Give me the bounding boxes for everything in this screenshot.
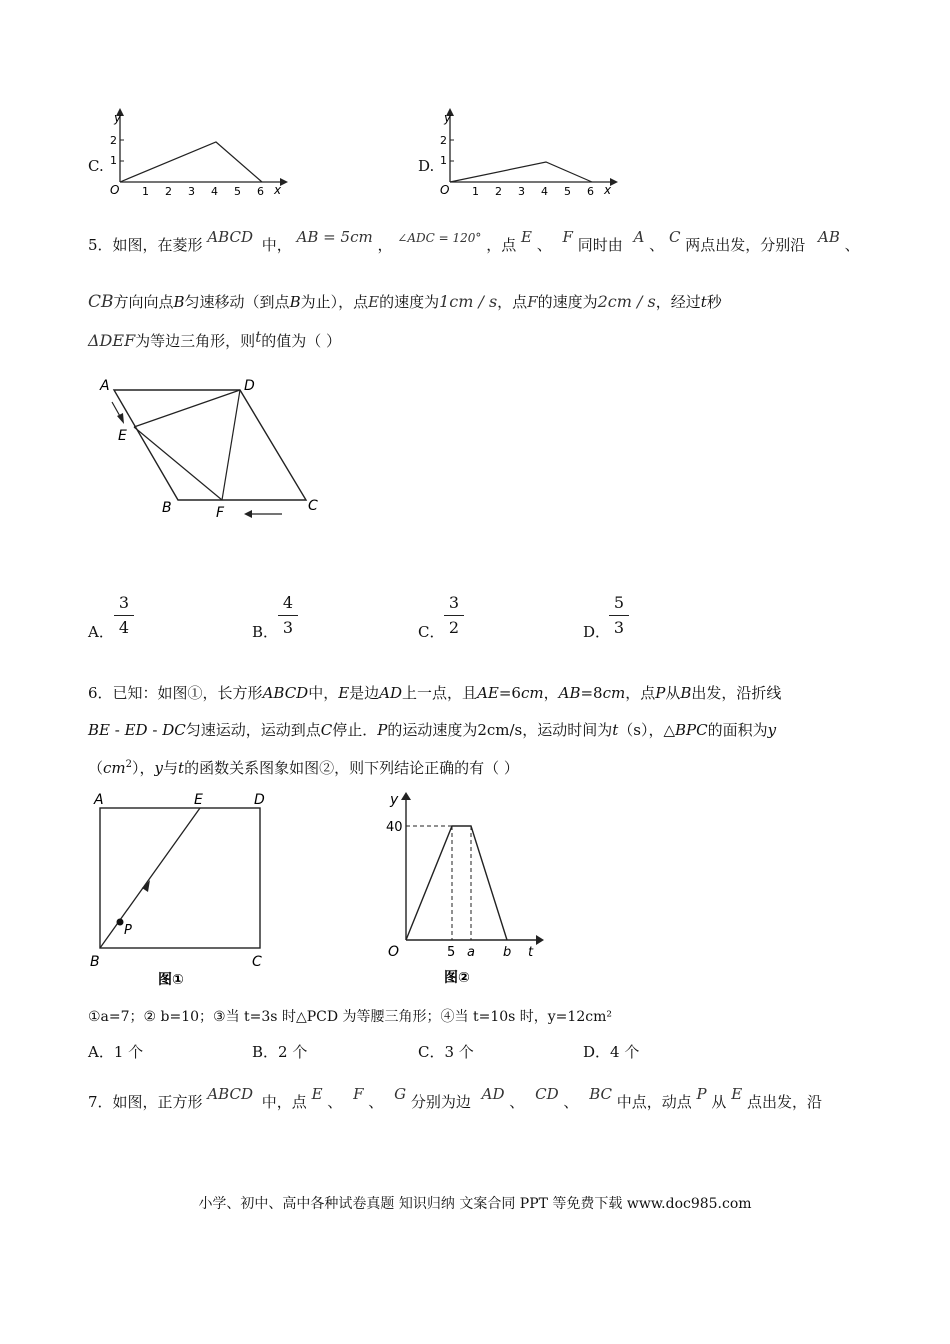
q7-line1: 7．如图，正方形 ABCD 中，点 E 、 F 、 G 分别为边 AD 、 CD 、 BC 中点，动点 P 从 E 点出发，沿	[88, 1085, 822, 1111]
svg-text:1: 1	[110, 154, 117, 167]
q6-statements: ①a=7；② b=10；③当 t=3s 时△PCD 为等腰三角形；④当 t=10s 时，y=12cm²	[88, 1009, 612, 1025]
svg-text:b: b	[503, 945, 512, 960]
svg-text:C: C	[252, 954, 262, 970]
q5-option-a[interactable]: A．	[88, 623, 114, 641]
q5-option-d-fraction: 5 3	[609, 594, 629, 637]
svg-text:x: x	[274, 183, 282, 197]
q5-line3: ΔDEF为等边三角形，则t的值为（ ）	[88, 328, 341, 350]
svg-text:a: a	[467, 945, 475, 960]
svg-text:图②: 图②	[444, 970, 470, 986]
q6-line1: 6．已知：如图①，长方形ABCD中，E是边AD上一点，且AE=6cm，AB=8cm，点P从B出发，沿折线	[88, 684, 782, 702]
svg-text:2: 2	[440, 134, 447, 147]
svg-text:O: O	[440, 183, 450, 197]
svg-text:3: 3	[518, 185, 525, 198]
svg-text:3: 3	[188, 185, 195, 198]
q6-option-b[interactable]: B．2 个	[252, 1043, 308, 1061]
svg-text:5: 5	[234, 185, 241, 198]
q5-line1: 5．如图，在菱形 ABCD 中， AB = 5cm ， $^{\angle ADC = 120^\circ}$ ，点 E 、 F 同时由 A 、 C 两点出发，分别沿 AB 、	[88, 228, 860, 254]
q5-option-a-fraction: 3 4	[114, 594, 134, 637]
svg-text:B: B	[162, 500, 172, 516]
q6-option-a[interactable]: A．1 个	[88, 1043, 144, 1061]
svg-text:O: O	[110, 183, 120, 197]
svg-text:1: 1	[142, 185, 149, 198]
svg-text:4: 4	[541, 185, 548, 198]
svg-text:y: y	[390, 792, 399, 808]
svg-text:y: y	[444, 111, 452, 125]
q5-line2: CB方向向点B匀速移动（到点B为止），点E的速度为1cm / s，点F的速度为2cm / s，经过t秒	[88, 292, 722, 312]
rhombus-figure	[90, 372, 330, 522]
svg-text:y: y	[114, 111, 122, 125]
option-d-label: D.	[418, 157, 435, 175]
svg-text:P: P	[124, 923, 132, 938]
svg-text:A: A	[94, 792, 104, 808]
svg-text:2: 2	[495, 185, 502, 198]
svg-text:2: 2	[110, 134, 117, 147]
q6-line3: $(cm^2)$，y与t的函数关系图象如图②，则下列结论正确的有（ ）	[88, 759, 519, 777]
svg-text:5: 5	[447, 945, 456, 960]
svg-text:5: 5	[564, 185, 571, 198]
svg-text:E: E	[118, 428, 127, 444]
q6-line2: BE - ED - DC匀速运动，运动到点C停止．P的运动速度为2cm/s，运动时间为t（s），△BPC的面积为y	[88, 721, 777, 739]
rectangle-figure	[86, 788, 286, 1018]
svg-text:E: E	[194, 792, 203, 808]
function-graph-figure	[378, 786, 558, 1016]
q6-option-c[interactable]: C．3 个	[418, 1043, 474, 1061]
svg-text:1: 1	[440, 154, 447, 167]
svg-text:F: F	[216, 505, 225, 521]
svg-text:D: D	[244, 378, 255, 394]
svg-text:2: 2	[165, 185, 172, 198]
svg-text:40: 40	[386, 820, 403, 835]
q5-option-b[interactable]: B．	[252, 623, 279, 641]
svg-text:6: 6	[587, 185, 594, 198]
q5-option-c[interactable]: C．	[418, 623, 445, 641]
page-footer: 小学、初中、高中各种试卷真题 知识归纳 文案合同 PPT 等免费下载 www.doc985.com	[198, 1196, 752, 1212]
q5-option-c-fraction: 3 2	[444, 594, 464, 637]
svg-text:O: O	[388, 944, 400, 960]
option-d-graph	[438, 106, 618, 198]
svg-text:1: 1	[472, 185, 479, 198]
svg-text:D: D	[254, 792, 265, 808]
svg-text:t: t	[528, 945, 534, 960]
q6-option-d[interactable]: D．4 个	[583, 1043, 640, 1061]
svg-text:图①: 图①	[158, 972, 184, 988]
option-c-graph	[108, 106, 288, 198]
svg-text:C: C	[308, 498, 318, 514]
svg-text:A: A	[100, 378, 110, 394]
svg-text:x: x	[604, 183, 612, 197]
q5-option-b-fraction: 4 3	[278, 594, 298, 637]
option-c-label: C.	[88, 157, 104, 175]
svg-text:B: B	[90, 954, 100, 970]
svg-text:4: 4	[211, 185, 218, 198]
svg-text:6: 6	[257, 185, 264, 198]
q5-option-d[interactable]: D．	[583, 623, 611, 641]
